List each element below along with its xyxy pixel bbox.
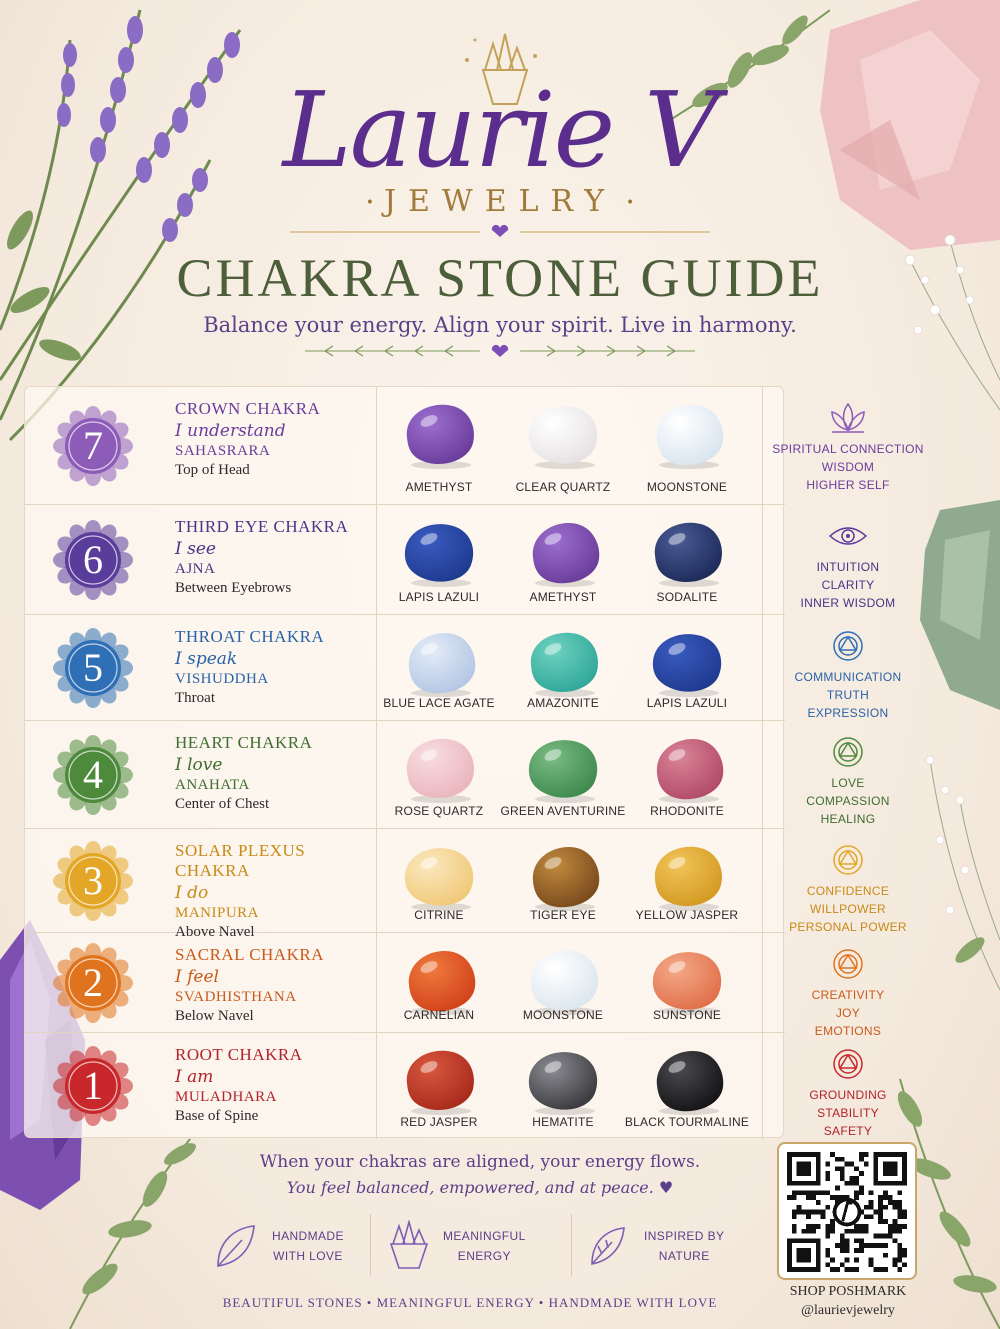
chakra-badge-cell <box>25 387 165 504</box>
chakra-row <box>25 829 785 940</box>
chakra-mantra: I understand <box>175 421 286 441</box>
stone-name: CLEAR QUARTZ <box>515 480 611 494</box>
benefit-text: TRUTH <box>826 688 870 702</box>
stone-name: ROSE QUARTZ <box>394 804 484 818</box>
benefit-text: HIGHER SELF <box>806 478 890 492</box>
stone-item <box>625 721 749 828</box>
lotus-icon <box>828 400 868 436</box>
stone-name: TIGER EYE <box>530 908 596 922</box>
chakra-number: 5 <box>83 645 103 690</box>
stone-item <box>501 615 625 720</box>
chakra-info <box>165 615 377 720</box>
chakra-row <box>25 1033 785 1139</box>
stones-group <box>377 933 763 1032</box>
stone-item <box>501 387 625 504</box>
stone-image <box>397 1043 481 1117</box>
stone-item <box>377 1033 501 1139</box>
stone-image <box>521 515 605 589</box>
feature-line1: INSPIRED BY <box>644 1229 725 1243</box>
chakra-location: Throat <box>175 690 215 706</box>
chakra-number-badge <box>53 628 133 708</box>
stone-name: RED JASPER <box>400 1115 478 1129</box>
feature-line2: NATURE <box>658 1249 710 1263</box>
stone-item <box>501 1033 625 1139</box>
footer-quote <box>200 1152 760 1197</box>
chakra-sanskrit: SVADHISTHANA <box>175 989 297 1005</box>
stone-name: LAPIS LAZULI <box>398 590 480 604</box>
stone-image <box>521 1043 605 1117</box>
chakra-number-badge <box>53 406 133 486</box>
chakra-number: 3 <box>83 858 103 903</box>
leaf-icon <box>584 1220 632 1272</box>
page-title: CHAKRA STONE GUIDE <box>176 248 824 308</box>
feature-line2: ENERGY <box>457 1249 511 1263</box>
brand-subtitle-text: JEWELRY <box>383 184 617 219</box>
stone-image <box>645 943 729 1017</box>
stone-image <box>645 839 729 913</box>
stone-name: CARNELIAN <box>403 1008 475 1022</box>
chakra-info <box>165 721 377 828</box>
chakra-sanskrit: VISHUDDHA <box>175 671 269 687</box>
stone-item <box>377 933 501 1032</box>
chakra-number-badge <box>53 943 133 1023</box>
heart-divider <box>290 225 710 239</box>
stones-group <box>377 505 763 614</box>
chakra-mantra: I see <box>175 539 216 559</box>
tagline: Balance your energy. Align your spirit. Live in harmony. <box>203 313 797 337</box>
stone-image <box>521 839 605 913</box>
chakra-number-badge <box>53 735 133 815</box>
feature-line1: HANDMADE <box>272 1229 344 1243</box>
chakra-number: 2 <box>83 960 103 1005</box>
chakra-mantra: I do <box>175 883 209 903</box>
stone-image <box>521 625 605 699</box>
stone-name: HEMATITE <box>532 1115 594 1129</box>
stone-name: AMETHYST <box>529 590 597 604</box>
chakra-number-badge <box>53 1046 133 1126</box>
stone-image <box>645 397 729 471</box>
shop-caption <box>760 1282 936 1320</box>
chakra-name: HEART CHAKRA <box>175 733 313 752</box>
chakra-name: SOLAR PLEXUS CHAKRA <box>175 841 306 880</box>
feature-line1: MEANINGFUL <box>443 1229 526 1243</box>
chakra-row <box>25 933 785 1033</box>
stone-name: AMETHYST <box>405 480 473 494</box>
features-row <box>200 1214 770 1284</box>
stones-group <box>377 387 763 504</box>
shop-handle[interactable]: @laurievjewelry <box>801 1303 895 1318</box>
chakra-benefits <box>768 518 928 612</box>
chakra-sanskrit: MANIPURA <box>175 905 260 921</box>
chakra-row <box>25 387 785 505</box>
chakra-location: Above Navel <box>175 924 255 940</box>
chakra-info <box>165 1033 377 1139</box>
leaf-icon <box>212 1220 260 1272</box>
stone-item <box>625 505 749 614</box>
shop-label[interactable]: SHOP POSHMARK <box>789 1284 907 1299</box>
benefit-text: CLARITY <box>821 578 875 592</box>
benefit-text: LOVE <box>831 776 865 790</box>
chakra-row <box>25 721 785 829</box>
chakra-mantra: I feel <box>175 967 219 987</box>
stone-name: SODALITE <box>656 590 718 604</box>
stone-item <box>377 615 501 720</box>
eye-icon <box>828 518 868 554</box>
chakra-table <box>24 386 784 1138</box>
chakra-info <box>165 933 377 1032</box>
stone-image <box>521 397 605 471</box>
feature-handmade <box>200 1214 370 1278</box>
chakra-badge-cell <box>25 615 165 720</box>
benefit-text: INTUITION <box>816 560 880 574</box>
stone-item <box>377 721 501 828</box>
chakra-sanskrit: AJNA <box>175 561 216 577</box>
benefit-text: CONFIDENCE <box>806 884 890 898</box>
chakra-number-badge <box>53 841 133 921</box>
stone-image <box>645 625 729 699</box>
solar-plexus-icon <box>828 842 868 878</box>
footer-quote-line2: You feel balanced, empowered, and at peace. ♥ <box>286 1178 674 1197</box>
qr-code-image[interactable] <box>787 1152 907 1272</box>
stone-image <box>521 731 605 805</box>
green-stone-decoration <box>920 500 1000 720</box>
stone-image <box>521 943 605 1017</box>
bottom-tagline: BEAUTIFUL STONES • MEANINGFUL ENERGY • HANDMADE WITH LOVE <box>222 1295 718 1310</box>
header <box>0 30 1000 363</box>
chakra-benefits <box>768 400 928 494</box>
stone-image <box>397 943 481 1017</box>
benefit-text: STABILITY <box>817 1106 879 1120</box>
throat-chakra-icon <box>828 628 868 664</box>
chakra-row <box>25 615 785 721</box>
benefit-text: WISDOM <box>821 460 875 474</box>
chakra-mantra: I speak <box>175 649 238 669</box>
stone-name: SUNSTONE <box>652 1008 722 1022</box>
leaf-branch-decoration <box>60 1129 200 1329</box>
stone-name: BLUE LACE AGATE <box>383 696 495 710</box>
brand-subtitle: • JEWELRY • <box>365 184 635 219</box>
chakra-sanskrit: ANAHATA <box>175 777 250 793</box>
stone-item <box>501 933 625 1032</box>
benefit-text: HEALING <box>820 812 876 826</box>
stone-name: RHODONITE <box>650 804 724 818</box>
stone-name: YELLOW JASPER <box>635 908 739 922</box>
sacral-chakra-icon <box>828 946 868 982</box>
chakra-info <box>165 505 377 614</box>
stone-item <box>625 615 749 720</box>
chakra-name: ROOT CHAKRA <box>175 1045 303 1064</box>
chakra-row <box>25 505 785 615</box>
chakra-name: THROAT CHAKRA <box>175 627 325 646</box>
stone-image <box>397 731 481 805</box>
benefit-text: SPIRITUAL CONNECTION <box>772 442 924 456</box>
stone-item <box>377 829 501 932</box>
stone-image <box>397 839 481 913</box>
stone-item <box>377 505 501 614</box>
stone-item <box>501 829 625 932</box>
benefit-text: COMPASSION <box>806 794 890 808</box>
stone-item <box>625 829 749 932</box>
stone-name: AMAZONITE <box>527 696 599 710</box>
chakra-sanskrit: SAHASRARA <box>175 443 271 459</box>
stone-image <box>645 731 729 805</box>
benefit-text: JOY <box>835 1006 861 1020</box>
stone-name: BLACK TOURMALINE <box>624 1115 750 1129</box>
chakra-info <box>165 387 377 504</box>
chakra-number: 1 <box>83 1063 103 1108</box>
chakra-location: Top of Head <box>175 462 250 478</box>
chakra-number: 4 <box>83 752 103 797</box>
chakra-badge-cell <box>25 721 165 828</box>
chakra-mantra: I love <box>175 755 223 775</box>
chakra-number: 6 <box>83 537 103 582</box>
stone-image <box>397 397 481 471</box>
benefit-text: INNER WISDOM <box>800 596 896 610</box>
stone-item <box>501 505 625 614</box>
crystal-icon <box>383 1220 431 1272</box>
footer-quote-line1: When your chakras are aligned, your energy flows. <box>259 1152 701 1172</box>
chakra-location: Center of Chest <box>175 796 270 812</box>
feature-meaningful <box>371 1214 571 1278</box>
chakra-badge-cell <box>25 933 165 1032</box>
chakra-location: Below Navel <box>175 1008 254 1024</box>
stone-image <box>645 1043 729 1117</box>
chakra-benefits <box>768 842 928 936</box>
stone-image <box>397 515 481 589</box>
chakra-badge-cell <box>25 505 165 614</box>
chakra-name: CROWN CHAKRA <box>175 399 321 418</box>
benefit-text: EMOTIONS <box>814 1024 882 1038</box>
chakra-name: THIRD EYE CHAKRA <box>175 517 349 536</box>
brand-name: Laurie V <box>282 69 718 191</box>
vine-divider <box>305 343 695 359</box>
stone-item <box>625 1033 749 1139</box>
stones-group <box>377 615 763 720</box>
chakra-badge-cell <box>25 1033 165 1139</box>
stones-group <box>377 829 763 932</box>
feature-line2: WITH LOVE <box>273 1249 343 1263</box>
chakra-sanskrit: MULADHARA <box>175 1089 277 1105</box>
chakra-mantra: I am <box>175 1067 214 1087</box>
chakra-benefits <box>768 628 928 722</box>
stone-item <box>625 387 749 504</box>
stone-name: CITRINE <box>414 908 464 922</box>
chakra-number-badge <box>53 520 133 600</box>
root-chakra-icon <box>828 1046 868 1082</box>
stones-group <box>377 1033 763 1139</box>
stone-name: LAPIS LAZULI <box>646 696 728 710</box>
benefit-text: CREATIVITY <box>811 988 885 1002</box>
benefit-text: SAFETY <box>823 1124 873 1138</box>
stone-name: GREEN AVENTURINE <box>500 804 626 818</box>
stone-name: MOONSTONE <box>646 480 728 494</box>
chakra-location: Between Eyebrows <box>175 580 292 596</box>
chakra-benefits <box>768 946 928 1040</box>
benefit-text: PERSONAL POWER <box>789 920 907 934</box>
stone-image <box>397 625 481 699</box>
chakra-name: SACRAL CHAKRA <box>175 945 324 964</box>
stone-item <box>625 933 749 1032</box>
benefit-text: WILLPOWER <box>809 902 887 916</box>
chakra-number: 7 <box>83 423 103 468</box>
heart-chakra-icon <box>828 734 868 770</box>
chakra-benefits <box>768 734 928 828</box>
chakra-location: Base of Spine <box>175 1108 259 1124</box>
stone-item <box>377 387 501 504</box>
stone-name: MOONSTONE <box>522 1008 604 1022</box>
stones-group <box>377 721 763 828</box>
chakra-benefits <box>768 1046 928 1140</box>
stone-item <box>501 721 625 828</box>
benefit-text: COMMUNICATION <box>794 670 902 684</box>
qr-code[interactable] <box>777 1142 917 1280</box>
feature-nature <box>572 1214 762 1278</box>
benefit-text: GROUNDING <box>809 1088 887 1102</box>
chakra-badge-cell <box>25 829 165 932</box>
chakra-info <box>165 829 377 940</box>
stone-image <box>645 515 729 589</box>
benefit-text: EXPRESSION <box>807 706 889 720</box>
